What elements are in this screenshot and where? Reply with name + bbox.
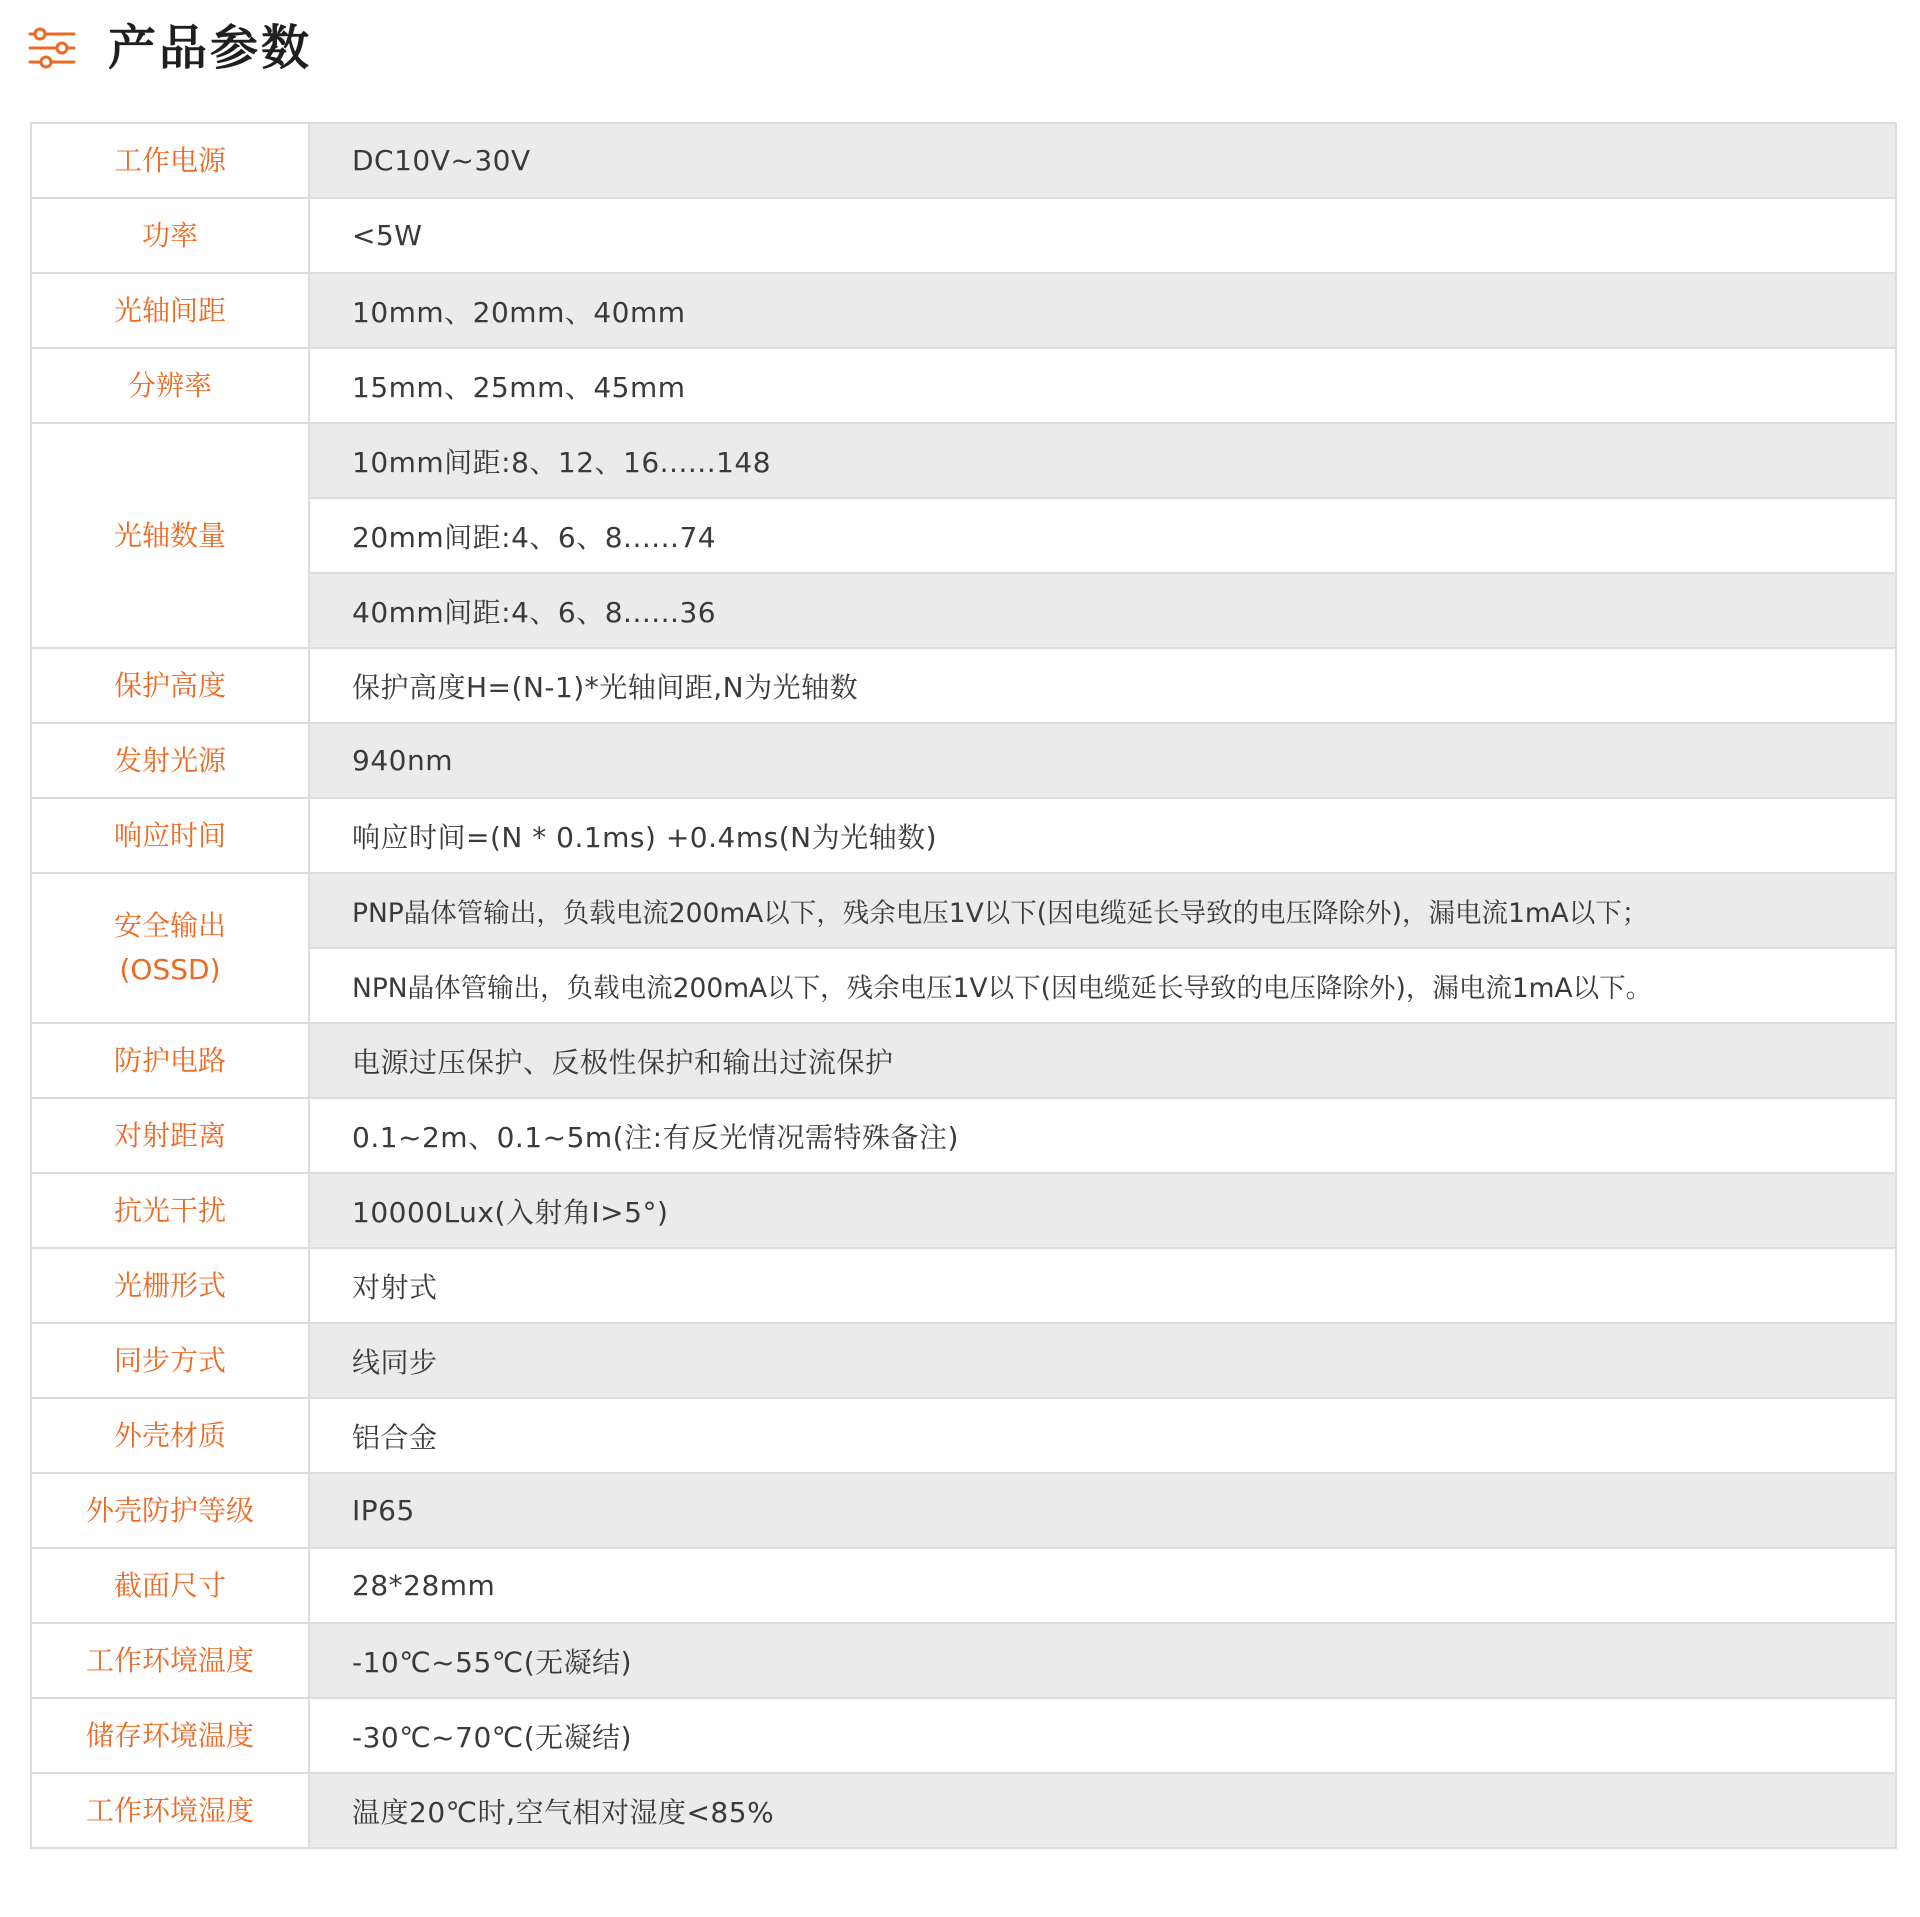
table-row: [31, 573, 1896, 648]
spec-label: [31, 1323, 309, 1398]
table-row: [31, 348, 1896, 423]
spec-value: 10mm间距:8、12、16......148: [309, 423, 1896, 498]
spec-label-text: 功率: [141, 218, 198, 252]
spec-label: [31, 1098, 309, 1173]
table-row: [31, 1473, 1896, 1548]
table-row: [31, 948, 1896, 1023]
spec-label: [31, 1248, 309, 1323]
table-row: [31, 1623, 1896, 1698]
spec-value: 铝合金: [309, 1398, 1896, 1473]
table-row: [31, 648, 1896, 723]
spec-value: -10℃~55℃(无凝结): [309, 1623, 1896, 1698]
spec-label-text: 工作环境温度: [85, 1643, 254, 1677]
table-row: [31, 1548, 1896, 1623]
spec-label-text: 响应时间: [113, 818, 226, 852]
spec-value: 0.1~2m、0.1~5m(注:有反光情况需特殊备注): [309, 1098, 1896, 1173]
spec-label: [31, 1473, 309, 1548]
spec-value: 保护高度H=(N-1)*光轴间距,N为光轴数: [309, 648, 1896, 723]
spec-value: 28*28mm: [309, 1548, 1896, 1623]
spec-label: [31, 1398, 309, 1473]
spec-label-text: 对射距离: [113, 1118, 226, 1152]
spec-label: [31, 273, 309, 348]
spec-label-text: 光轴数量: [113, 518, 226, 552]
spec-value: 电源过压保护、反极性保护和输出过流保护: [309, 1023, 1896, 1098]
spec-label: [31, 873, 309, 1023]
spec-label: [31, 198, 309, 273]
table-row: [31, 1773, 1896, 1848]
table-row: [31, 1173, 1896, 1248]
spec-label-text: 截面尺寸: [113, 1568, 226, 1602]
spec-label-text: (OSSD): [119, 953, 221, 986]
spec-label-text: 工作环境湿度: [85, 1793, 254, 1827]
table-row: [31, 1023, 1896, 1098]
spec-value: 20mm间距:4、6、8......74: [309, 498, 1896, 573]
spec-value: 对射式: [309, 1248, 1896, 1323]
spec-label: [31, 1773, 309, 1848]
spec-label-text: 防护电路: [113, 1043, 226, 1077]
table-row: [31, 1098, 1896, 1173]
spec-label-text: 分辨率: [127, 368, 212, 402]
table-row: [31, 123, 1896, 198]
table-row: [31, 723, 1896, 798]
spec-label: [31, 1548, 309, 1623]
table-row: [31, 423, 1896, 498]
spec-value: <5W: [309, 198, 1896, 273]
spec-value: 10mm、20mm、40mm: [309, 273, 1896, 348]
spec-label-text: 工作电源: [113, 143, 226, 177]
spec-value: 响应时间=(N * 0.1ms) +0.4ms(N为光轴数): [309, 798, 1896, 873]
spec-label-text: 外壳材质: [113, 1418, 226, 1452]
sliders-icon: [28, 27, 76, 69]
spec-label: [31, 723, 309, 798]
spec-value: 40mm间距:4、6、8......36: [309, 573, 1896, 648]
spec-value: 940nm: [309, 723, 1896, 798]
spec-label-text: 光轴间距: [113, 293, 226, 327]
section-header: [28, 18, 312, 78]
table-row: [31, 1248, 1896, 1323]
table-row: [31, 1698, 1896, 1773]
spec-label-text: 保护高度: [113, 668, 226, 702]
spec-value: 温度20℃时,空气相对湿度<85%: [309, 1773, 1896, 1848]
spec-value: -30℃~70℃(无凝结): [309, 1698, 1896, 1773]
table-row: [31, 1398, 1896, 1473]
spec-label: [31, 648, 309, 723]
table-row: [31, 198, 1896, 273]
table-row: [31, 873, 1896, 948]
table-row: [31, 798, 1896, 873]
page-title: 产品参数: [108, 20, 313, 76]
spec-label: [31, 348, 309, 423]
spec-value: 15mm、25mm、45mm: [309, 348, 1896, 423]
spec-label-text: 外壳防护等级: [85, 1493, 254, 1527]
spec-label: [31, 123, 309, 198]
spec-value: DC10V~30V: [309, 123, 1896, 198]
table-row: [31, 498, 1896, 573]
spec-label-text: 抗光干扰: [113, 1193, 226, 1227]
spec-value: IP65: [309, 1473, 1896, 1548]
spec-label-text: 发射光源: [113, 743, 226, 777]
spec-label: [31, 1023, 309, 1098]
table-row: [31, 1323, 1896, 1398]
spec-value: PNP晶体管输出，负载电流200mA以下，残余电压1V以下(因电缆延长导致的电压降除外)，漏电流1mA以下；: [309, 873, 1896, 948]
table-row: [31, 273, 1896, 348]
spec-value: 线同步: [309, 1323, 1896, 1398]
spec-label: [31, 1698, 309, 1773]
spec-label-text: 光栅形式: [113, 1268, 226, 1302]
spec-table: [30, 122, 1897, 1849]
spec-label-text: 同步方式: [113, 1343, 226, 1377]
spec-label-text: 安全输出: [113, 909, 226, 942]
spec-label: [31, 1623, 309, 1698]
spec-label: [31, 1173, 309, 1248]
spec-value: NPN晶体管输出，负载电流200mA以下，残余电压1V以下(因电缆延长导致的电压降除外)，漏电流1mA以下。: [309, 948, 1896, 1023]
spec-label: [31, 798, 309, 873]
spec-value: 10000Lux(入射角I>5°): [309, 1173, 1896, 1248]
spec-label-text: 储存环境温度: [85, 1718, 254, 1752]
spec-label: [31, 423, 309, 648]
